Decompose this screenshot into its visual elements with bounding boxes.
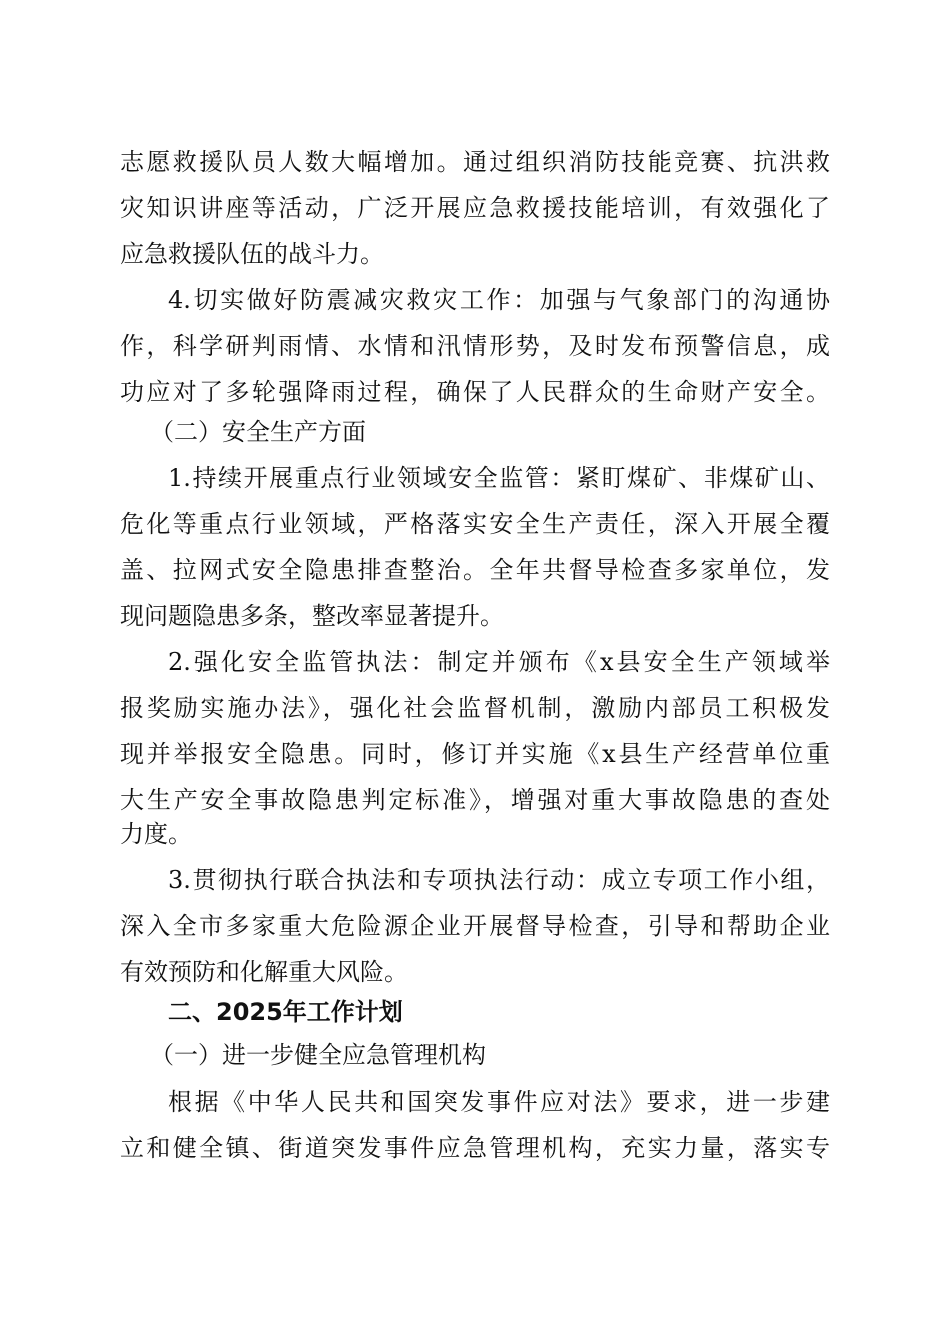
text-line: 4.切实做好防震减灾救灾工作：加强与气象部门的沟通协 [168,286,830,314]
text-line: 志愿救援队员人数大幅增加。通过组织消防技能竞赛、抗洪救 [120,148,830,176]
text-line: 大生产安全事故隐患判定标准》，增强对重大事故隐患的查处 [120,786,830,814]
text-line: 功应对了多轮强降雨过程，确保了人民群众的生命财产安全。 [120,378,830,406]
section-heading: 二、2025年工作计划 [168,998,403,1026]
text-line: 作，科学研判雨情、水情和汛情形势，及时发布预警信息，成 [120,332,830,360]
text-line: 力度。 [120,820,192,848]
text-line: 现并举报安全隐患。同时，修订并实施《x县生产经营单位重 [120,740,830,768]
text-line: 立和健全镇、街道突发事件应急管理机构，充实力量，落实专 [120,1134,830,1162]
subsection-heading: （二）安全生产方面 [150,418,366,446]
text-line: 2.强化安全监管执法：制定并颁布《x县安全生产领域举 [168,648,830,676]
subsection-heading: （一）进一步健全应急管理机构 [150,1041,486,1069]
text-line: 1.持续开展重点行业领域安全监管：紧盯煤矿、非煤矿山、 [168,464,830,492]
text-line: 危化等重点行业领域，严格落实安全生产责任，深入开展全覆 [120,510,830,538]
text-line: 报奖励实施办法》，强化社会监督机制，激励内部员工积极发 [120,694,830,722]
text-line: 3.贯彻执行联合执法和专项执法行动：成立专项工作小组， [168,866,830,894]
text-line: 盖、拉网式安全隐患排查整治。全年共督导检查多家单位，发 [120,556,830,584]
text-line: 深入全市多家重大危险源企业开展督导检查，引导和帮助企业 [120,912,830,940]
text-line: 应急救援队伍的战斗力。 [120,240,384,268]
text-line: 根据《中华人民共和国突发事件应对法》要求，进一步建 [168,1088,830,1116]
text-line: 现问题隐患多条，整改率显著提升。 [120,602,504,630]
text-line: 有效预防和化解重大风险。 [120,958,408,986]
text-line: 灾知识讲座等活动，广泛开展应急救援技能培训，有效强化了 [120,194,830,222]
